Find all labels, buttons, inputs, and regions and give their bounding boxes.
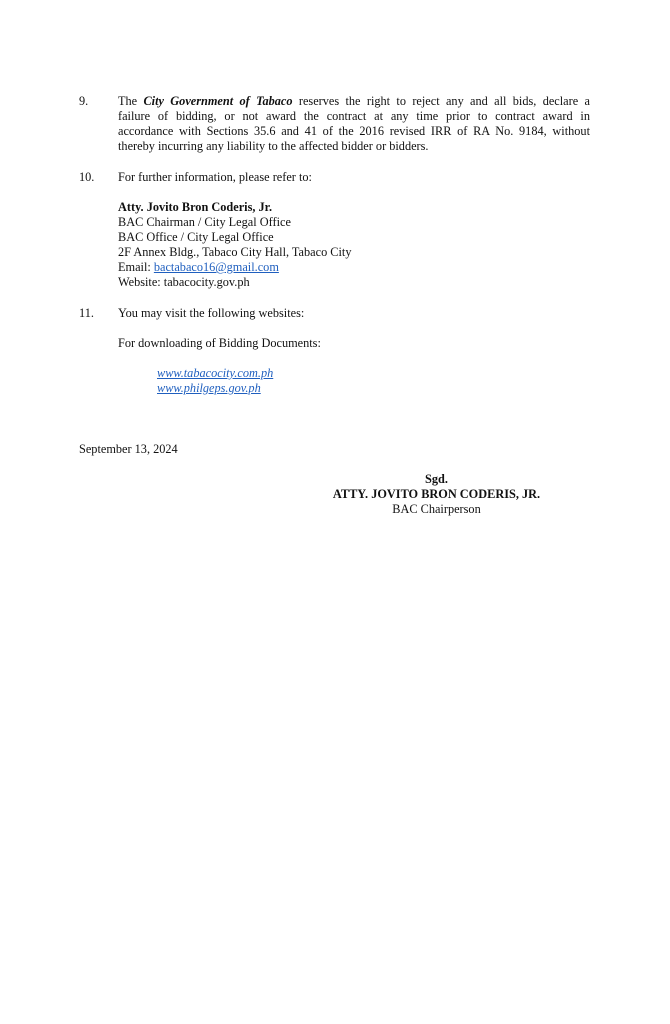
clause-10-intro: For further information, please refer to: — [118, 170, 312, 184]
bidding-documents-label: For downloading of Bidding Documents: — [118, 336, 321, 350]
contact-block — [118, 200, 590, 290]
contact-website: Website: tabacocity.gov.ph — [118, 275, 250, 289]
document-date: September 13, 2024 — [79, 442, 178, 456]
clause-9-line-1-post: reserves the right to reject any and all bids, declare a — [292, 94, 590, 108]
signatory-name: ATTY. JOVITO BRON CODERIS, JR. — [332, 487, 541, 501]
email-link[interactable]: bactabaco16@gmail.com — [153, 260, 279, 274]
city-government-emphasis: City Government of Tabaco — [143, 94, 293, 108]
contact-address: 2F Annex Bldg., Tabaco City Hall, Tabaco City — [118, 245, 352, 259]
signature-block — [300, 472, 573, 517]
philgeps-link[interactable]: www.philgeps.gov.ph — [157, 381, 261, 395]
clause-9-line-2: failure of bidding, or not award the contract at any time prior to contract award in — [118, 109, 590, 123]
tabacocity-link[interactable]: www.tabacocity.com.ph — [157, 366, 274, 380]
sgd-label: Sgd. — [425, 472, 448, 486]
clause-9-line-1-pre: The — [118, 94, 144, 108]
clause-9-line-1 — [118, 94, 590, 109]
clause-11-intro: You may visit the following websites: — [118, 306, 305, 320]
clause-9-line-4: thereby incurring any liability to the affected bidder or bidders. — [118, 139, 429, 153]
contact-position: BAC Chairman / City Legal Office — [118, 215, 291, 229]
clause-9-text — [118, 94, 590, 154]
clause-9-line-3: accordance with Sections 35.6 and 41 of the 2016 revised IRR of RA No. 9184, without — [118, 124, 590, 138]
clause-number: 10. — [79, 170, 95, 184]
clause-number: 11. — [79, 306, 94, 320]
email-label: Email: — [118, 260, 154, 274]
contact-name: Atty. Jovito Bron Coderis, Jr. — [118, 200, 273, 214]
contact-office: BAC Office / City Legal Office — [118, 230, 274, 244]
contact-email-row — [118, 260, 590, 275]
clause-number: 9. — [79, 94, 89, 108]
signatory-title: BAC Chairperson — [392, 502, 481, 516]
website-links — [157, 366, 273, 396]
